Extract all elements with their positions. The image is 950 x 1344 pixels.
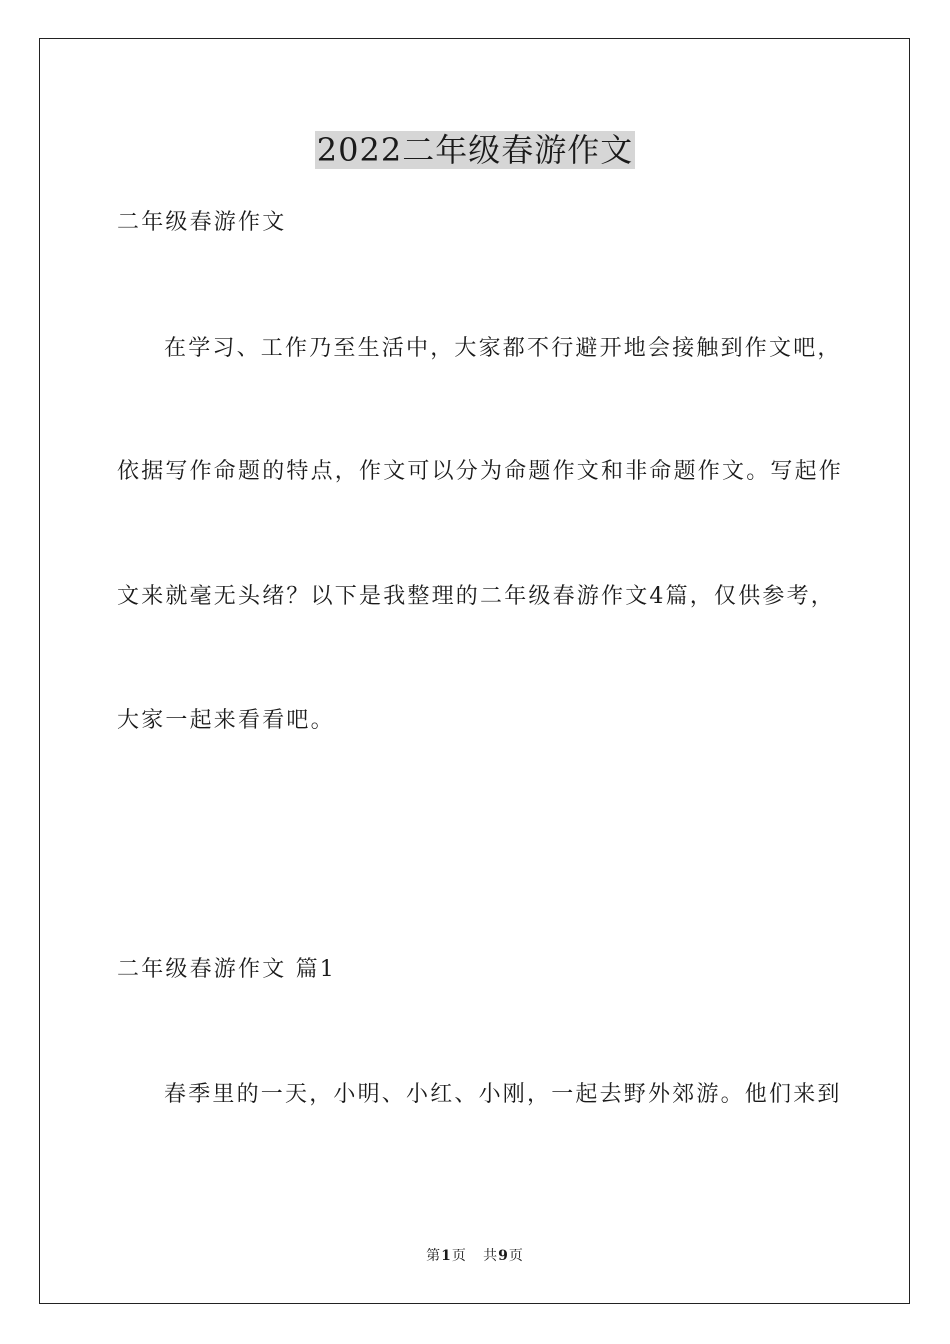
total-suffix: 页 (508, 1248, 524, 1264)
total-prefix: 共 (483, 1248, 499, 1264)
paragraph-line: 文来就毫无头绪？以下是我整理的二年级春游作文4篇，仅供参考， (117, 584, 835, 609)
paragraph-line: 依据写作命题的特点，作文可以分为命题作文和非命题作文。写起作 (117, 459, 844, 484)
document-title (0, 128, 950, 172)
section-heading: 二年级春游作文 篇1 (117, 957, 336, 982)
paragraph-line: 大家一起来看看吧。 (117, 708, 335, 733)
paragraph-line: 春季里的一天，小明、小红、小刚，一起去野外郊游。他们来到 (164, 1082, 842, 1107)
page-number: 1 (441, 1248, 452, 1264)
paragraph-line: 在学习、工作乃至生活中，大家都不行避开地会接触到作文吧， (164, 336, 842, 361)
page-footer (0, 1246, 950, 1266)
document-subtitle: 二年级春游作文 (117, 210, 287, 235)
page-suffix: 页 (451, 1248, 467, 1264)
page-prefix: 第 (426, 1248, 442, 1264)
document-title-text: 2022二年级春游作文 (316, 131, 634, 169)
total-pages: 9 (498, 1248, 509, 1264)
